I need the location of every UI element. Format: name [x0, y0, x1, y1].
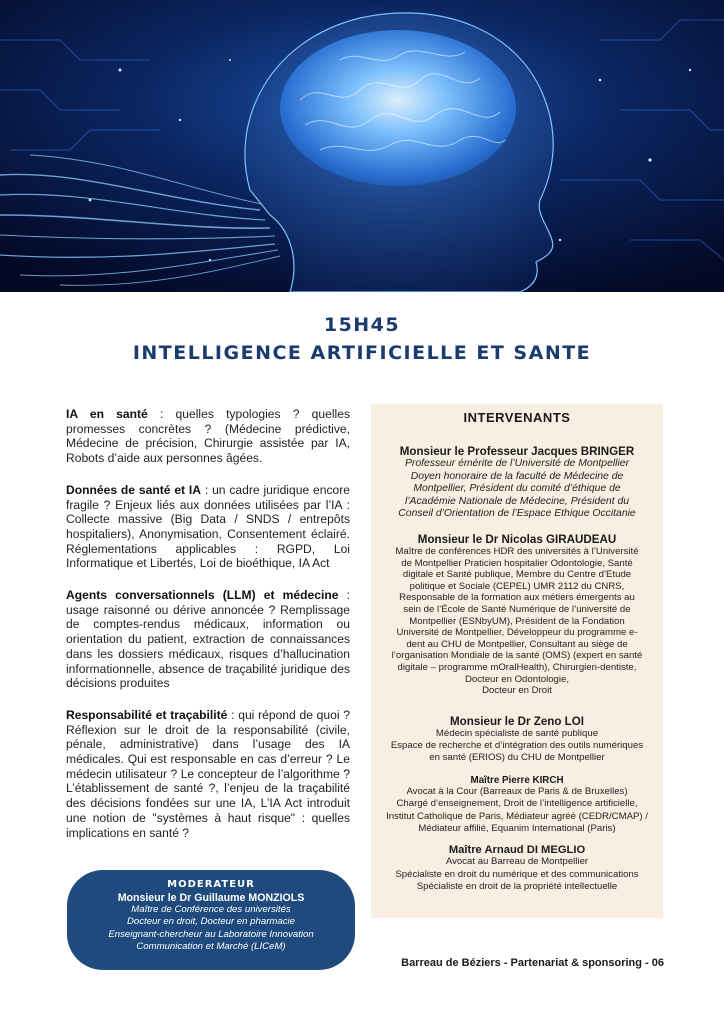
- moderator-line: Docteur en droit, Docteur en pharmacie: [127, 916, 295, 928]
- topic-term: IA en santé: [66, 407, 148, 421]
- speaker-line: Montpellier (ESNbyUM), Président de la Fondation: [409, 615, 625, 627]
- speaker-line: Doyen honoraire de la faculté de Médecine de: [410, 470, 624, 482]
- speaker-line: Responsable de la formation aux métiers émergents au: [399, 592, 635, 604]
- speaker-line: Avocat à la Cour (Barreaux de Paris & de Bruxelles): [406, 785, 628, 797]
- page-title: INTELLIGENCE ARTIFICIELLE ET SANTE: [132, 342, 592, 364]
- speaker-description: [377, 546, 657, 697]
- speaker-line: Médecin spécialiste de santé publique: [435, 727, 599, 739]
- topic-term: Responsabilité et traçabilité: [66, 707, 228, 722]
- topic-term: Données de santé et IA: [66, 482, 202, 497]
- speaker-line: l’organisation Mondiale de la santé (OMS) (expert en santé: [391, 650, 643, 662]
- speaker-line: sein de l’École de Santé Numérique de l’université de: [403, 603, 631, 615]
- topic-paragraph: [66, 588, 350, 691]
- session-time: 15H45: [323, 314, 401, 336]
- speaker-line: l’Académie Nationale de Médecine, Président du: [404, 495, 630, 507]
- speaker-line: Médiateur affilié, Equanim International (Paris): [418, 822, 616, 834]
- speaker-description: [377, 786, 657, 836]
- speaker-line: Institut Catholique de Paris, Médiateur agréé (CEDR/CMAP) /: [386, 810, 648, 822]
- moderator-line: Communication et Marché (LICeM): [136, 941, 286, 953]
- speaker-line: Docteur en Droit: [482, 685, 552, 697]
- speaker-block: [377, 445, 657, 521]
- speaker-block: [377, 715, 657, 764]
- speaker-line: dent au CHU de Montpellier, Consultant au siège de: [406, 638, 628, 650]
- topic-text: : un cadre juridique encore fragile ? Enjeux liés aux données utilisées par l’IA : Collecte massive (Big Data / SNDS / entrepôts hospitaliers), Anonymisation, Consentement éclairé. Réglementations applicables : RGPD, Loi Informatique et Libertés, Loi de bioéthique, IA Act: [66, 482, 350, 571]
- speaker-block: [377, 844, 657, 893]
- topic-text: : qui répond de quoi ? Réflexion sur le droit de la responsabilité (civile, pénale, administrative) dans l’usage des IA médicales. Qui est responsable en cas d’erreur ? Le médecin utilisateur ? Le concepteur de l’algorithme ? L’établissement de santé ?, l’enjeu de la traçabilité des décisions fondées sur une IA, L’IA Act introduit une notion de "systèmes à haut risque" : quelles implications en santé ?: [66, 707, 350, 840]
- speaker-line: de Montpellier Praticien hospitalier Odontologie, Santé: [401, 557, 633, 569]
- speaker-line: Spécialiste en droit du numérique et des communications: [395, 868, 639, 880]
- moderator-line: Maître de Conférence des universités: [131, 904, 291, 915]
- topics-column: [66, 407, 350, 857]
- ai-brain-head-image: [0, 0, 724, 292]
- speaker-name: Monsieur le Dr Nicolas GIRAUDEAU: [417, 532, 617, 546]
- speaker-line: Conseil d’Orientation de l’Espace Ethique Occitanie: [398, 508, 636, 520]
- speaker-name: Monsieur le Professeur Jacques BRINGER: [399, 445, 635, 458]
- speaker-line: Montpellier, Président du comité d’éthique de: [413, 483, 621, 495]
- speaker-line: digitale – programme mOralHealth), Chirurgien-dentiste,: [397, 661, 637, 673]
- topic-text: : usage raisonné ou dérive annoncée ? Remplissage de comptes-rendus médicaux, information ou orientation du patient, extraction de connaissances dans les dossiers médicaux, risques d’hallucination informationnelle, absence de traçabilité juridique des décisions produites: [66, 588, 350, 691]
- topic-term: Agents conversationnels (LLM) et médecine: [66, 588, 339, 603]
- speaker-line: Espace de recherche et d’intégration des outils numériques: [390, 739, 644, 751]
- speaker-line: politique et Sociale (CEPEL) UMR 2112 du CNRS,: [409, 580, 625, 592]
- topic-text: : quelles typologies ? quelles promesses concrètes ? (Médecine prédictive, Médecine de précision, Chirurgie assistée par IA, Robots d’aide aux personnes âgées.: [66, 407, 350, 466]
- topic-paragraph: [66, 708, 350, 840]
- topic-paragraph: [66, 407, 350, 466]
- speaker-line: Chargé d’enseignement, Droit de l’intelligence artificielle,: [396, 798, 638, 810]
- moderator-line: Enseignant-chercheur au Laboratoire Innovation: [108, 928, 314, 940]
- moderator-box: [67, 870, 355, 970]
- page-footer: Barreau de Béziers - Partenariat & sponsoring - 06: [401, 957, 664, 969]
- speaker-block: [377, 533, 657, 697]
- speaker-line: Avocat au Barreau de Montpellier: [445, 856, 589, 868]
- moderator-title: MODERATEUR: [167, 879, 255, 890]
- speaker-line: digitale et Santé publique, Membre du Centre d’Etude: [402, 569, 632, 581]
- speaker-description: [377, 458, 657, 521]
- speaker-name: Maître Arnaud DI MEGLIO: [448, 844, 586, 857]
- topic-paragraph: [66, 483, 350, 571]
- speaker-line: Professeur émérite de l’Université de Montpellier: [404, 458, 630, 469]
- moderator-name: Monsieur le Dr Guillaume MONZIOLS: [117, 892, 305, 904]
- intervenants-panel: [371, 404, 663, 918]
- hero-illustration: [0, 0, 724, 292]
- speaker-description: [377, 856, 657, 893]
- speaker-name: Monsieur le Dr Zeno LOI: [450, 714, 584, 728]
- speaker-line: Docteur en Odontologie,: [465, 673, 569, 685]
- speaker-line: en santé (ERIOS) du CHU de Montpellier: [429, 751, 605, 763]
- intervenants-title: INTERVENANTS: [463, 410, 571, 425]
- speaker-line: Maître de conférences HDR des universités à l’Université: [395, 545, 639, 557]
- speaker-line: Spécialiste en droit de la propriété intellectuelle: [416, 881, 618, 893]
- speaker-description: [377, 728, 657, 764]
- brain-shape: [280, 30, 516, 186]
- speaker-name: Maître Pierre KIRCH: [470, 774, 564, 786]
- speaker-line: Université de Montpellier, Développeur du programme e-: [396, 627, 638, 639]
- speaker-block: [377, 775, 657, 836]
